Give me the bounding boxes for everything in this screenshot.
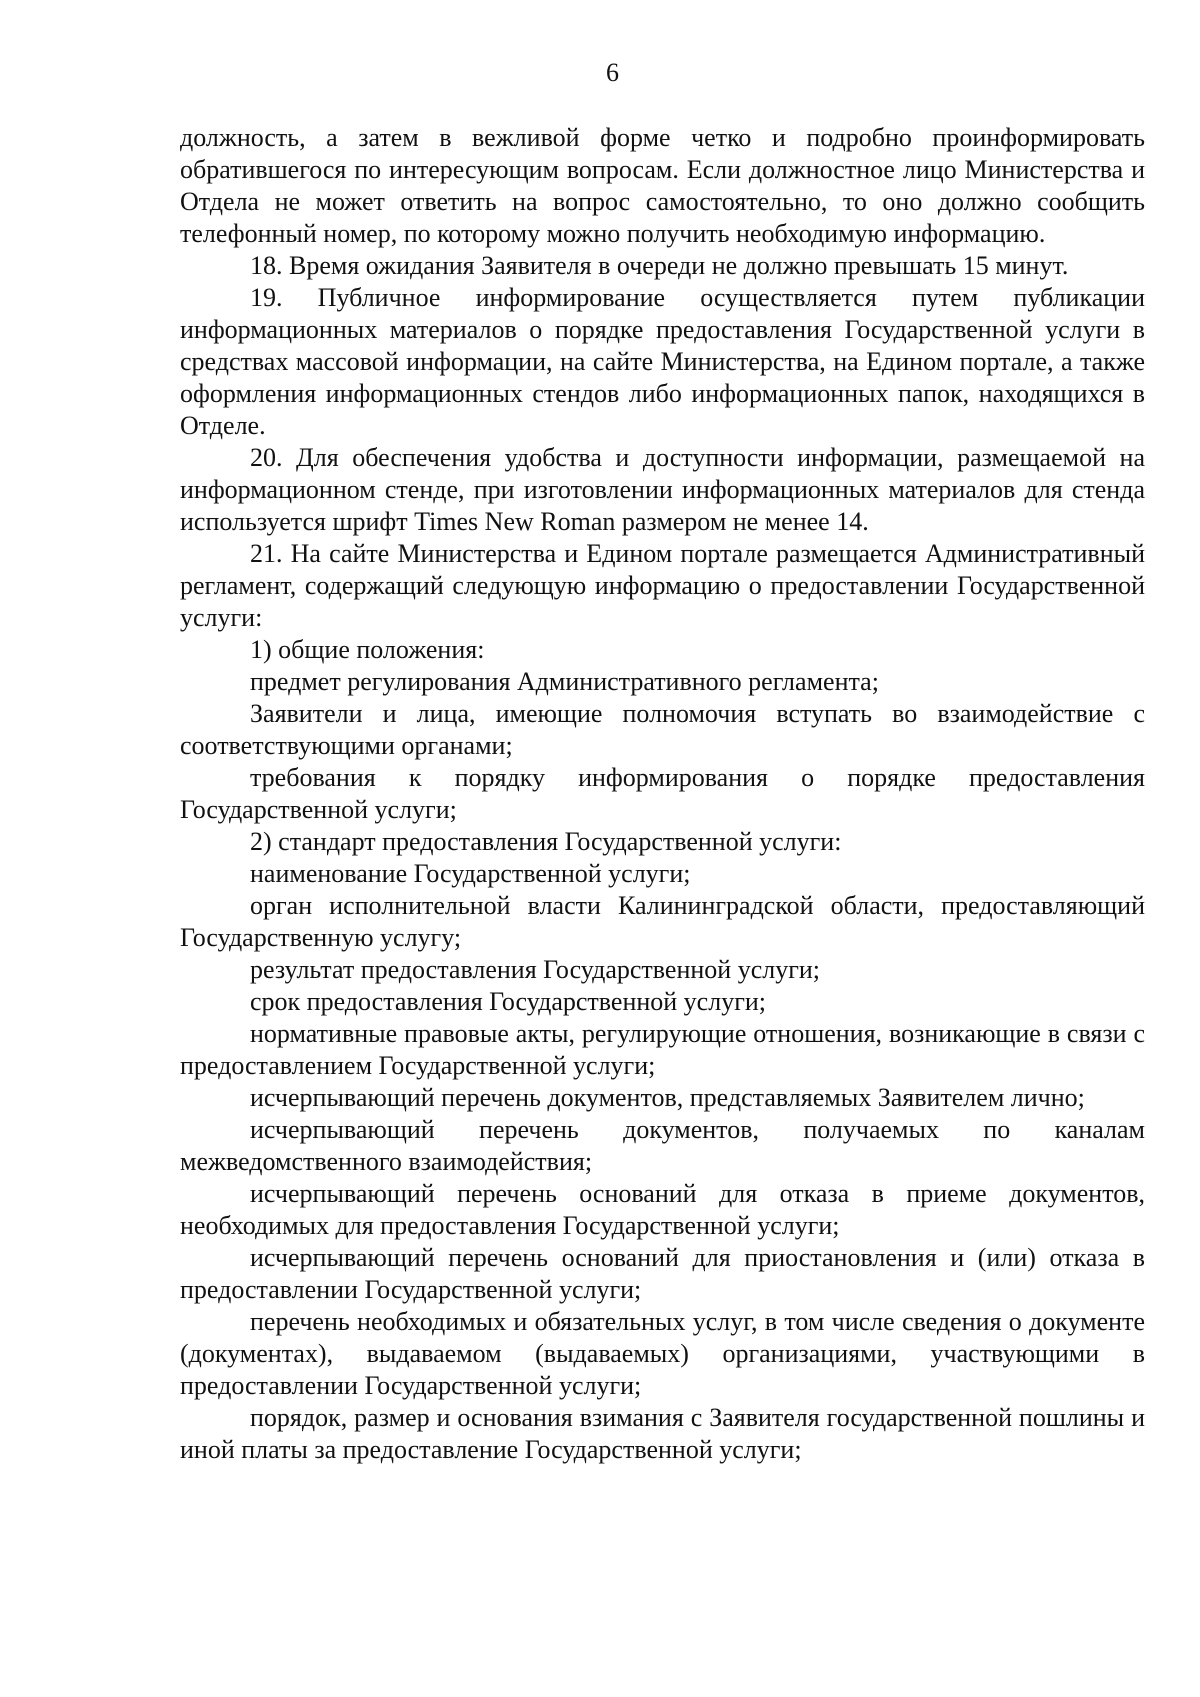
list-item: исчерпывающий перечень оснований для приостановления и (или) отказа в предоставлении Государственной услуги;: [180, 1243, 1145, 1304]
list-item: требования к порядку информирования о порядке предоставления Государственной услуги;: [180, 763, 1145, 824]
paragraph-item-21: 21. На сайте Министерства и Едином портале размещается Административный регламент, содержащий следующую информацию о предоставлении Государственной услуги:: [180, 539, 1145, 632]
list-item: орган исполнительной власти Калининградской области, предоставляющий Государственную услугу;: [180, 891, 1145, 952]
list-item: перечень необходимых и обязательных услуг, в том числе сведения о документе (документах), выдаваемом (выдаваемых) организациями, участвующими в предоставлении Государственной услуги;: [180, 1307, 1145, 1400]
paragraph-continuation: должность, а затем в вежливой форме четко и подробно проинформировать обратившегося по интересующим вопросам. Если должностное лицо Министерства и Отдела не может ответить на вопрос самостоятельно, то оно должно сообщить телефонный номер, по которому можно получить необходимую информацию.: [180, 123, 1145, 248]
list-item: нормативные правовые акты, регулирующие отношения, возникающие в связи с предоставлением Государственной услуги;: [180, 1019, 1145, 1080]
document-body: [180, 122, 1145, 1466]
paragraph-item-20: 20. Для обеспечения удобства и доступности информации, размещаемой на информационном стенде, при изготовлении информационных материалов для стенда используется шрифт Times New Roman размером не менее 14.: [180, 443, 1145, 536]
list-item: исчерпывающий перечень оснований для отказа в приеме документов, необходимых для предоставления Государственной услуги;: [180, 1179, 1145, 1240]
list-heading-standard: 2) стандарт предоставления Государственной услуги:: [250, 827, 842, 856]
list-item: наименование Государственной услуги;: [250, 859, 691, 888]
paragraph-item-18: 18. Время ожидания Заявителя в очереди не должно превышать 15 минут.: [250, 251, 1069, 280]
list-item: исчерпывающий перечень документов, получаемых по каналам межведомственного взаимодействия;: [180, 1115, 1145, 1176]
list-item: порядок, размер и основания взимания с Заявителя государственной пошлины и иной платы за предоставление Государственной услуги;: [180, 1403, 1145, 1464]
list-item: Заявители и лица, имеющие полномочия вступать во взаимодействие с соответствующими органами;: [180, 699, 1145, 760]
list-item: результат предоставления Государственной услуги;: [250, 955, 821, 984]
list-item: предмет регулирования Административного регламента;: [250, 667, 879, 696]
list-item: срок предоставления Государственной услуги;: [250, 987, 767, 1016]
list-item: исчерпывающий перечень документов, представляемых Заявителем лично;: [250, 1083, 1085, 1112]
paragraph-item-19: 19. Публичное информирование осуществляется путем публикации информационных материалов о порядке предоставления Государственной услуги в средствах массовой информации, на сайте Министерства, на Едином портале, а также оформления информационных стендов либо информационных папок, находящихся в Отделе.: [180, 283, 1145, 440]
page-number: 6: [606, 58, 619, 87]
list-heading-general: 1) общие положения:: [250, 635, 485, 664]
